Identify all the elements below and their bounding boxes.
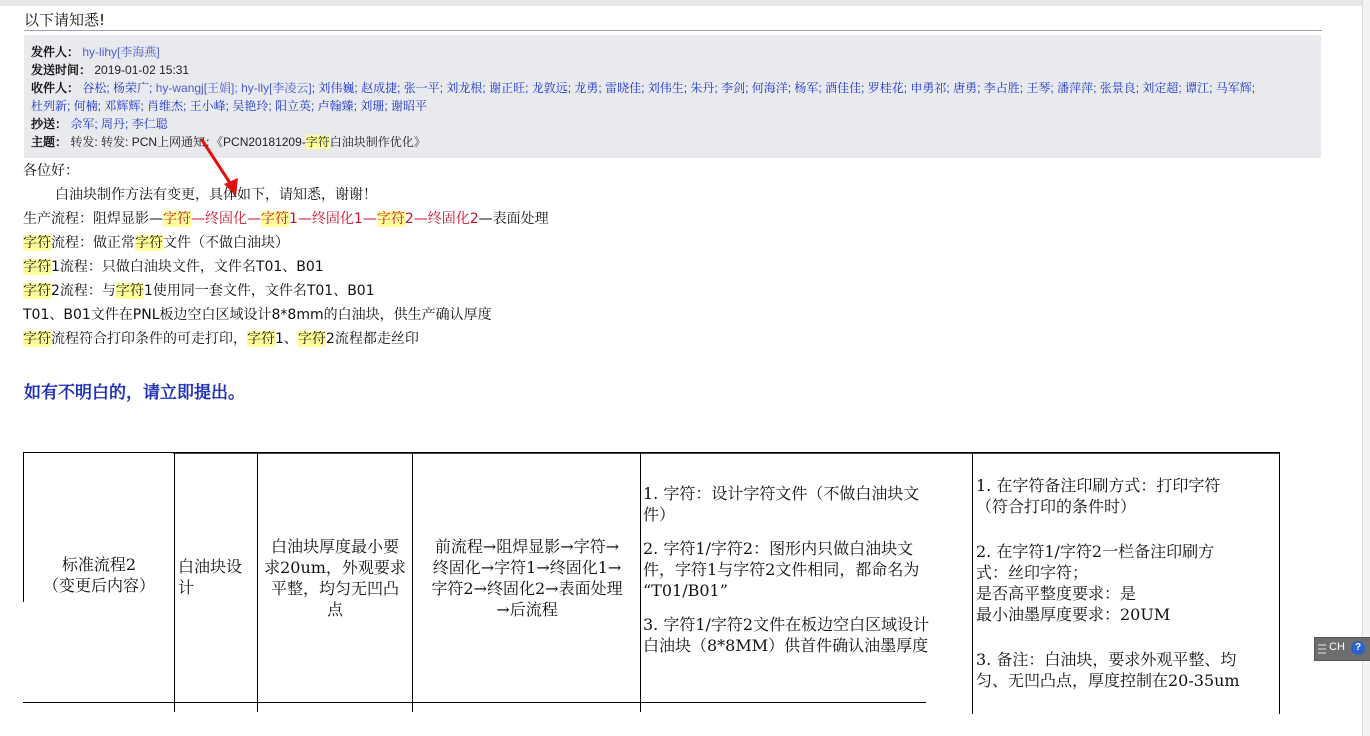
text-3a: 流程：做正常: [51, 235, 135, 251]
c6-p1-line1: 1. 在字符备注印刷方式：打印字符: [976, 476, 1221, 495]
cell-standard-flow: [25, 554, 173, 596]
c2-line1: 白油块设: [178, 557, 243, 576]
text-5b: 1使用同一套文件，文件名T01、B01: [143, 283, 375, 299]
body-line-6: T01、B01文件在PNL板边空白区域设计8*8mm的白油块，供生产确认厚度: [23, 307, 492, 323]
to-recipients-3[interactable]: ; 刘伟巍; 赵成捷; 张一平; 刘龙根; 谢正旺; 龙敦远; 龙勇; 雷晓佳; 刘伟生; 朱丹; 李剑; 何海洋; 杨军; 酒佳佳; 罗桂花; 申勇祁; 唐勇; 李占胜; 王琴; 潘萍萍; 张景良; 刘定超; 谭江; 马军辉;: [311, 81, 1256, 95]
cell-white-block: [178, 556, 256, 598]
body-line-1: 白油块制作方法有变更，具体如下，请知悉，谢谢！: [55, 187, 377, 203]
c5-p2-line3: “T01/B01”: [643, 581, 728, 600]
c5-p3-line1: 3. 字符1/字符2文件在板边空白区域设计: [643, 615, 930, 634]
subject-highlight: 字符: [305, 135, 330, 149]
c5-p2-line1: 2. 字符1/字符2：图形内只做白油块文: [643, 539, 914, 558]
cell-design-notes: [643, 483, 969, 656]
c5-p1-line1: 1. 字符：设计字符文件（不做白油块文: [643, 484, 920, 503]
cc-row: [31, 117, 168, 131]
c3-line3: 平整，均匀无凹凸: [270, 579, 399, 598]
to-recipients-2[interactable]: hy-wangj[王娟]; hy-lly[李凌云]: [155, 81, 312, 95]
body-line-5: [23, 282, 375, 300]
subject-label: 主题：: [31, 135, 68, 149]
table-right-border: [1279, 452, 1280, 714]
top-scroll-edge: [0, 0, 1370, 6]
hl-5a: 字符: [23, 283, 51, 299]
c4-line2: 终固化→字符1→终固化1→: [432, 558, 622, 577]
flow-label: 生产流程：阻焊显影—: [23, 211, 163, 227]
c3-line4: 点: [326, 600, 343, 619]
intro-text: 以下请知悉!: [24, 11, 106, 29]
flow-e: 字符: [376, 211, 405, 227]
to-row: [31, 81, 1255, 95]
body-line-4: [23, 258, 324, 276]
sent-time: 2019-01-02 15:31: [94, 63, 190, 77]
hl-3a: 字符: [23, 235, 51, 251]
sent-row: [31, 63, 189, 77]
to-row-continued: [31, 99, 427, 113]
table-top-border-inner: [173, 453, 1280, 454]
flow-f: 2—终固化2: [404, 211, 479, 227]
hl-3b: 字符: [135, 235, 163, 251]
c6-p3-line1: 3. 备注：白油块，要求外观平整、均: [976, 650, 1237, 669]
sent-label: 发送时间：: [31, 63, 92, 77]
col-divider-5: [972, 452, 973, 714]
subject-text-a: 转发: 转发: PCN上网通知：《PCN20181209-: [70, 135, 306, 149]
from-row: [31, 45, 160, 59]
text-3b: 文件（不做白油块）: [163, 235, 289, 251]
table-left-border: [23, 452, 24, 602]
c1-line1: 标准流程2: [61, 555, 137, 574]
hl-7c: 字符: [297, 331, 326, 347]
cell-flow: [414, 536, 640, 620]
to-label: 收件人：: [31, 81, 80, 95]
flow-g: —表面处理: [478, 211, 549, 227]
from-address[interactable]: hy-lihy[李海燕]: [82, 45, 160, 59]
hl-5b: 字符: [115, 283, 144, 299]
text-4a: 1流程：只做白油块文件，文件名T01、B01: [51, 259, 324, 275]
text-5a: 2流程：与: [51, 283, 116, 299]
vertical-scrollbar[interactable]: [1362, 0, 1370, 736]
red-arrow-annotation: [196, 134, 246, 200]
c5-p1-line2: 件）: [643, 505, 676, 524]
subject-text-b: 白油块制作优化》: [329, 135, 426, 149]
c3-line2: 求20um，外观要求: [264, 558, 406, 577]
ime-language-bar[interactable]: [1314, 637, 1370, 661]
flow-d: 1—终固化1—: [289, 211, 377, 227]
cc-recipients[interactable]: 佘军; 周丹; 李仁聪: [70, 117, 168, 131]
table-bottom-border: [23, 702, 926, 703]
hl-4a: 字符: [23, 259, 51, 275]
flow-a: 字符: [163, 211, 191, 227]
greeting: 各位好：: [23, 163, 79, 179]
flow-b: —终固化—: [191, 211, 261, 227]
process-table: [23, 452, 1281, 714]
text-7c: 2流程都走丝印: [325, 331, 419, 347]
col-divider-4: [640, 452, 641, 712]
text-7a: 流程符合打印条件的可走打印，: [51, 331, 247, 347]
help-icon[interactable]: ?: [1351, 641, 1365, 655]
hl-7a: 字符: [23, 331, 51, 347]
col-divider-2: [257, 452, 258, 712]
c6-p1-line2: （符合打印的条件时）: [976, 497, 1137, 516]
c6-p2-line4: 最小油墨厚度要求：20UM: [976, 605, 1171, 624]
notice-text: 如有不明白的，请立即提出。: [24, 383, 245, 403]
c1-line2: （变更后内容）: [42, 576, 155, 595]
cc-label: 抄送：: [31, 117, 68, 131]
c4-line1: 前流程→阻焊显影→字符→: [434, 537, 620, 556]
from-label: 发件人：: [31, 45, 80, 59]
c4-line3: 字符2→终固化2→表面处理: [431, 579, 623, 598]
c6-p2-line1: 2. 在字符1/字符2一栏备注印刷方: [976, 542, 1215, 561]
to-recipients-1[interactable]: 谷松; 杨荣广;: [82, 81, 156, 95]
col-divider-1: [174, 452, 175, 712]
ime-language-label[interactable]: CH: [1329, 641, 1345, 653]
c3-line1: 白油块厚度最小要: [270, 537, 399, 556]
c4-line4: →后流程: [496, 600, 558, 619]
text-7b: 1、: [275, 331, 298, 347]
to-recipients-4[interactable]: 杜列新; 何楠; 邓辉辉; 肖维杰; 王小峰; 吴艳玲; 阳立英; 卢翰臻; 刘珊; 谢昭平: [31, 99, 428, 113]
body-line-3: [23, 234, 289, 252]
body-line-7: [23, 330, 419, 348]
c6-p3-line2: 匀、无凹凸点，厚度控制在20-35um: [976, 671, 1240, 690]
hl-7b: 字符: [247, 331, 275, 347]
body-flow-line: [23, 210, 549, 228]
c2-line2: 计: [178, 578, 195, 597]
divider: [24, 30, 1322, 31]
col-divider-3: [412, 452, 413, 712]
cell-thickness: [259, 536, 411, 620]
c6-p2-line3: 是否高平整度要求：是: [976, 584, 1137, 603]
c5-p3-line2: 白油块（8*8MM）供首件确认油墨厚度: [643, 636, 929, 655]
flow-c: 字符: [261, 211, 289, 227]
drag-grip-icon[interactable]: [1318, 642, 1326, 654]
c6-p2-line2: 式：丝印字符；: [976, 563, 1089, 582]
cell-print-notes: [976, 475, 1278, 691]
c5-p2-line2: 件，字符1与字符2文件相同，都命名为: [643, 560, 920, 579]
